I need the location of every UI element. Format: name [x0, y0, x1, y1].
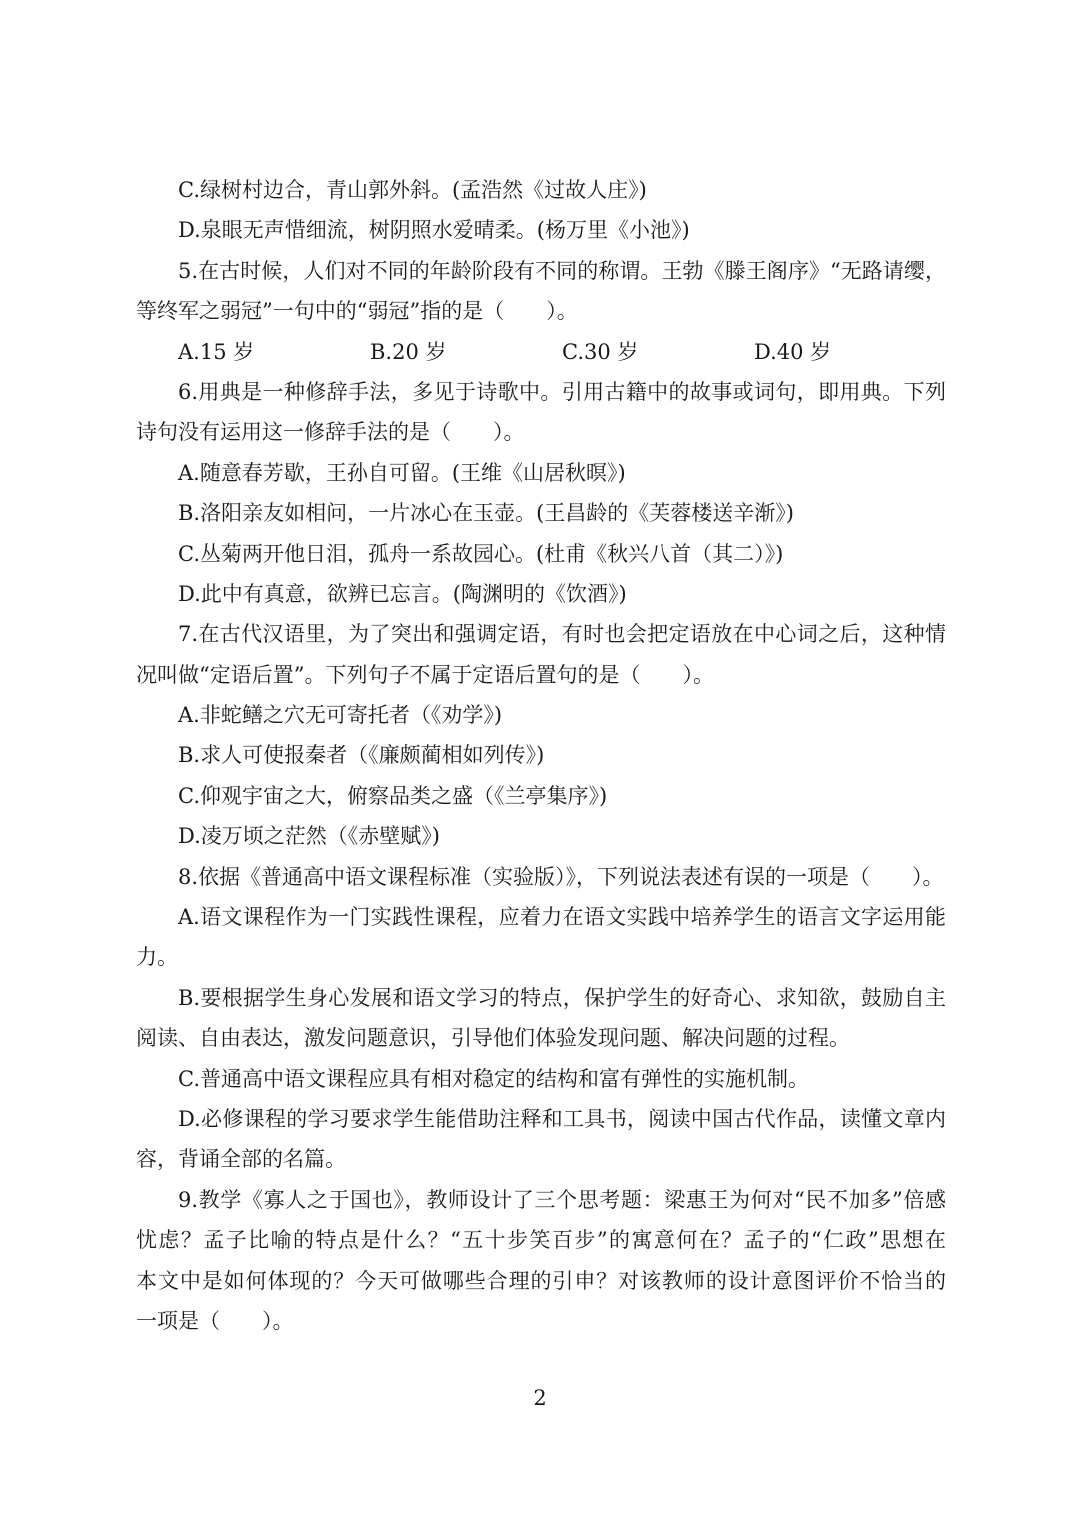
q4-option-c: C.绿树村边合，青山郭外斜。(孟浩然《过故人庄》)	[178, 178, 647, 202]
q6-stem-line-1: 6.用典是一种修辞手法，多见于诗歌中。引用古籍中的故事或词句，即用典。下列	[178, 379, 946, 404]
q8-option-b-line-1: B.要根据学生身心发展和语文学习的特点，保护学生的好奇心、求知欲，鼓励自主	[178, 985, 946, 1010]
q8-option-a-line-2: 力。	[136, 945, 178, 970]
q7-option-c: C.仰观宇宙之大，俯察品类之盛（《兰亭集序》)	[178, 783, 608, 808]
q5-option-d: D.40 岁	[754, 339, 832, 364]
q5-option-c: C.30 岁	[562, 339, 639, 364]
q8-option-a-line-1: A.语文课程作为一门实践性课程，应着力在语文实践中培养学生的语言文字运用能	[178, 905, 946, 930]
q6-stem-line-2: 诗句没有运用这一修辞手法的是（ ）。	[136, 420, 525, 445]
q5-stem-line-1: 5.在古时候，人们对不同的年龄阶段有不同的称谓。王勃《滕王阁序》“无路请缨，	[178, 258, 946, 283]
q5-option-b: B.20 岁	[370, 339, 447, 364]
q6-option-b: B.洛阳亲友如相问，一片冰心在玉壶。(王昌龄的《芙蓉楼送辛渐》)	[178, 501, 794, 526]
page-number: 2	[533, 1386, 547, 1410]
q8-option-d-line-2: 容，背诵全部的名篇。	[136, 1147, 346, 1172]
q8-stem: 8.依据《普通高中语文课程标准（实验版）》，下列说法表述有误的一项是（ ）。	[178, 864, 944, 889]
q5-option-a: A.15 岁	[178, 339, 255, 364]
q6-option-c: C.丛菊两开他日泪，孤舟一系故园心。(杜甫《秋兴八首（其二）》)	[178, 541, 784, 566]
q7-option-d: D.凌万顷之茫然（《赤壁赋》)	[178, 824, 440, 849]
q9-stem-line-1: 9.教学《寡人之于国也》，教师设计了三个思考题：梁惠王为何对“民不加多”倍感	[178, 1187, 946, 1212]
q9-stem-line-4: 一项是（ ）。	[136, 1308, 294, 1333]
q8-option-c: C.普通高中语文课程应具有相对稳定的结构和富有弹性的实施机制。	[178, 1066, 809, 1091]
q5-stem-line-2: 等终军之弱冠”一句中的“弱冠”指的是（ ）。	[136, 299, 578, 324]
q6-option-a: A.随意春芳歇，王孙自可留。(王维《山居秋暝》)	[178, 460, 626, 485]
q7-option-a: A.非蛇鳝之穴无可寄托者（《劝学》)	[178, 703, 503, 728]
q7-stem-line-2: 况叫做“定语后置”。下列句子不属于定语后置句的是（ ）。	[136, 662, 714, 687]
page-content	[136, 170, 946, 1341]
q9-stem-line-3: 本文中是如何体现的？今天可做哪些合理的引申？对该教师的设计意图评价不恰当的	[136, 1268, 946, 1293]
q5-options	[136, 332, 946, 372]
q7-option-b: B.求人可使报秦者（《廉颇蔺相如列传》)	[178, 743, 545, 768]
q4-option-d: D.泉眼无声惜细流，树阴照水爱晴柔。(杨万里《小池》)	[178, 218, 690, 243]
q8-option-d-line-1: D.必修课程的学习要求学生能借助注释和工具书，阅读中国古代作品，读懂文章内	[178, 1106, 946, 1131]
q6-option-d: D.此中有真意，欲辨已忘言。(陶渊明的《饮酒》)	[178, 581, 627, 606]
q9-stem-line-2: 忧虑？孟子比喻的特点是什么？“五十步笑百步”的寓意何在？孟子的“仁政”思想在	[136, 1228, 946, 1253]
q7-stem-line-1: 7.在古代汉语里，为了突出和强调定语，有时也会把定语放在中心词之后，这种情	[178, 622, 946, 647]
q8-option-b-line-2: 阅读、自由表达，激发问题意识，引导他们体验发现问题、解决问题的过程。	[136, 1026, 850, 1051]
